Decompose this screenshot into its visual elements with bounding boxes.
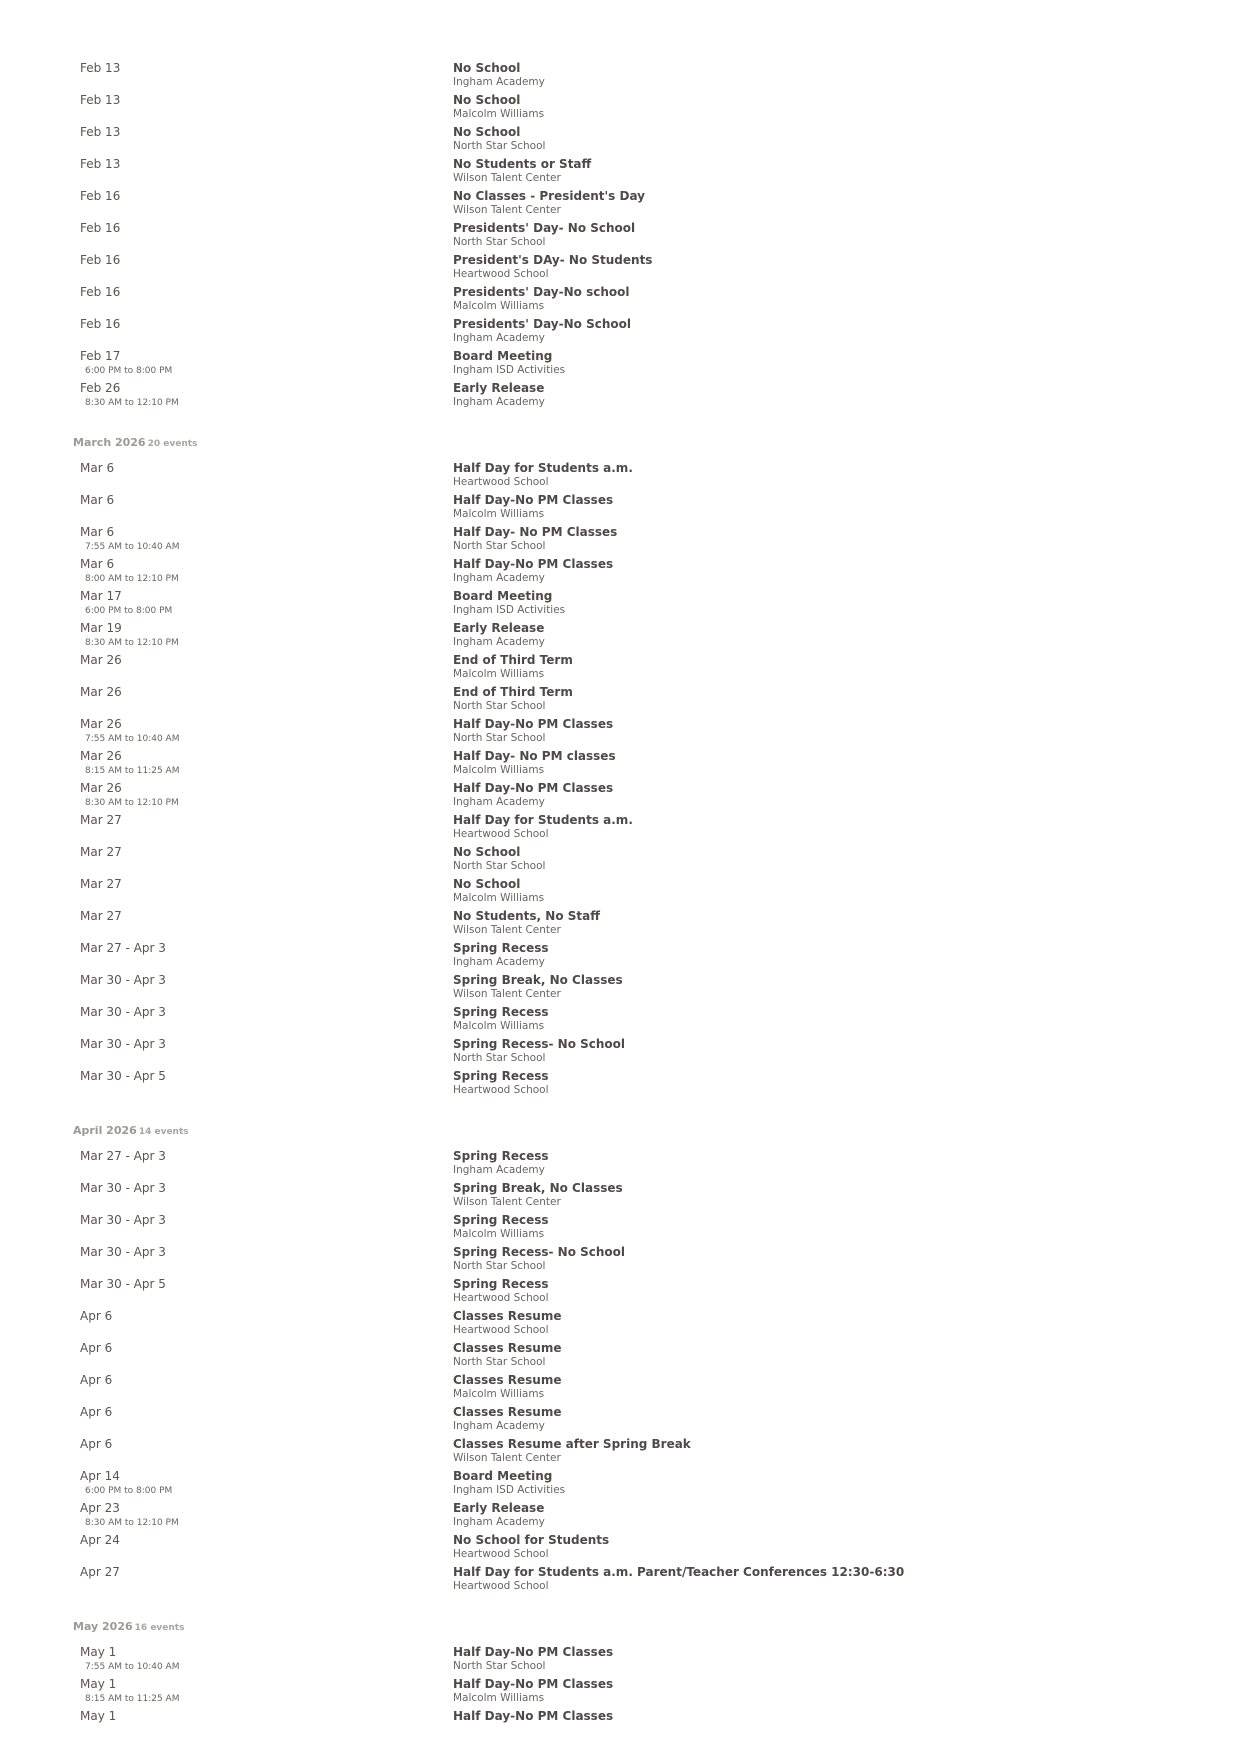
event-title[interactable]: Presidents' Day- No School (453, 221, 636, 235)
event-row[interactable] (73, 780, 1193, 812)
event-date: May 1 (80, 1677, 117, 1691)
event-date: Apr 6 (80, 1373, 113, 1387)
event-location: North Star School (453, 1052, 546, 1064)
month-header (73, 1122, 1193, 1148)
month-header (73, 1618, 1193, 1644)
event-title[interactable]: Half Day-No PM Classes (453, 1709, 614, 1723)
event-row[interactable] (73, 492, 1193, 524)
event-title[interactable]: No School for Students (453, 1533, 610, 1547)
event-row[interactable] (73, 812, 1193, 844)
event-date: Apr 6 (80, 1309, 113, 1323)
event-location: Ingham Academy (453, 1164, 545, 1176)
event-time: 6:00 PM to 8:00 PM (85, 366, 173, 376)
event-location: North Star School (453, 140, 546, 152)
event-date: Apr 6 (80, 1405, 113, 1419)
event-location: Ingham ISD Activities (453, 364, 566, 376)
event-row[interactable] (73, 588, 1193, 620)
month-title: April 2026 (73, 1124, 137, 1137)
event-location: Heartwood School (453, 1580, 549, 1592)
event-time: 7:55 AM to 10:40 AM (85, 1662, 180, 1672)
event-list (73, 60, 1193, 1740)
event-location: Heartwood School (453, 828, 549, 840)
event-title[interactable]: Presidents' Day-No school (453, 285, 630, 299)
event-title[interactable]: Presidents' Day-No School (453, 317, 631, 331)
event-location: Wilson Talent Center (453, 1196, 561, 1208)
event-location: North Star School (453, 860, 546, 872)
event-title[interactable]: No Students, No Staff (453, 909, 600, 923)
event-row[interactable] (73, 1244, 1193, 1276)
event-location: Ingham Academy (453, 572, 545, 584)
event-title[interactable]: Half Day-No PM Classes (453, 1645, 614, 1659)
event-date: Mar 27 (80, 813, 122, 827)
event-row[interactable] (73, 1436, 1193, 1468)
event-time: 8:30 AM to 12:10 PM (85, 798, 179, 808)
event-row[interactable] (73, 716, 1193, 748)
event-title[interactable]: Early Release (453, 1501, 545, 1515)
event-row[interactable] (73, 524, 1193, 556)
event-location: Ingham Academy (453, 396, 545, 408)
event-title[interactable]: Early Release (453, 381, 545, 395)
event-title[interactable]: No School (453, 61, 521, 75)
event-title[interactable]: Classes Resume (453, 1309, 562, 1323)
event-location: Malcolm Williams (453, 1020, 545, 1032)
event-row[interactable] (73, 156, 1193, 188)
event-location: Ingham ISD Activities (453, 1484, 566, 1496)
event-row[interactable] (73, 124, 1193, 156)
event-title[interactable]: No School (453, 877, 521, 891)
event-location: Ingham Academy (453, 956, 545, 968)
event-row[interactable] (73, 1180, 1193, 1212)
event-title[interactable]: Spring Recess (453, 1005, 549, 1019)
event-date: Mar 6 (80, 525, 115, 539)
event-date: Feb 17 (80, 349, 121, 363)
event-title[interactable]: Half Day- No PM Classes (453, 525, 618, 539)
event-date: Mar 19 (80, 621, 122, 635)
event-location: Malcolm Williams (453, 1388, 545, 1400)
event-row[interactable] (73, 1036, 1193, 1068)
event-title[interactable]: Spring Break, No Classes (453, 1181, 623, 1195)
event-date: Feb 16 (80, 317, 121, 331)
event-location: Malcolm Williams (453, 508, 545, 520)
event-location: North Star School (453, 1660, 546, 1672)
event-row[interactable] (73, 252, 1193, 284)
event-date: Mar 30 - Apr 5 (80, 1277, 166, 1291)
event-location: North Star School (453, 700, 546, 712)
event-row[interactable] (73, 284, 1193, 316)
event-row[interactable] (73, 876, 1193, 908)
event-row[interactable] (73, 620, 1193, 652)
event-date: Mar 30 - Apr 3 (80, 1213, 166, 1227)
event-time: 8:30 AM to 12:10 PM (85, 638, 179, 648)
event-title[interactable]: Classes Resume after Spring Break (453, 1437, 691, 1451)
event-location: North Star School (453, 732, 546, 744)
event-row[interactable] (73, 188, 1193, 220)
event-date: Feb 16 (80, 221, 121, 235)
event-location: Wilson Talent Center (453, 988, 561, 1000)
event-row[interactable] (73, 684, 1193, 716)
event-date: Mar 17 (80, 589, 122, 603)
event-time: 7:55 AM to 10:40 AM (85, 734, 180, 744)
event-title[interactable]: Early Release (453, 621, 545, 635)
event-title[interactable]: Classes Resume (453, 1341, 562, 1355)
event-title[interactable]: Spring Break, No Classes (453, 973, 623, 987)
event-title[interactable]: President's DAy- No Students (453, 253, 653, 267)
event-time: 8:30 AM to 12:10 PM (85, 398, 179, 408)
event-row[interactable] (73, 1644, 1193, 1676)
event-time: 8:30 AM to 12:10 PM (85, 1518, 179, 1528)
event-location: Malcolm Williams (453, 892, 545, 904)
event-location: Heartwood School (453, 1084, 549, 1096)
event-title[interactable]: Half Day for Students a.m. (453, 813, 633, 827)
event-title[interactable]: Half Day-No PM Classes (453, 781, 614, 795)
event-title[interactable]: Half Day-No PM Classes (453, 557, 614, 571)
event-title[interactable]: Half Day for Students a.m. Parent/Teacher Conferences 12:30-6:30 (453, 1565, 905, 1579)
event-location: North Star School (453, 236, 546, 248)
event-location: Ingham Academy (453, 1420, 545, 1432)
event-location: Wilson Talent Center (453, 172, 561, 184)
event-date: Feb 26 (80, 381, 121, 395)
event-row[interactable] (73, 908, 1193, 940)
event-date: Mar 30 - Apr 3 (80, 1005, 166, 1019)
event-location: Ingham Academy (453, 636, 545, 648)
month-title: March 2026 (73, 436, 146, 449)
event-row[interactable] (73, 220, 1193, 252)
event-date: Mar 30 - Apr 3 (80, 1181, 166, 1195)
event-row[interactable] (73, 1212, 1193, 1244)
event-title[interactable]: Half Day-No PM Classes (453, 717, 614, 731)
event-date: Mar 30 - Apr 5 (80, 1069, 166, 1083)
event-location: North Star School (453, 1260, 546, 1272)
event-row[interactable] (73, 460, 1193, 492)
event-date: Mar 6 (80, 461, 115, 475)
event-title[interactable]: End of Third Term (453, 653, 573, 667)
event-title[interactable]: Spring Recess (453, 1069, 549, 1083)
event-title[interactable]: End of Third Term (453, 685, 573, 699)
event-title[interactable]: Spring Recess (453, 1277, 549, 1291)
event-date: Mar 6 (80, 557, 115, 571)
event-location: Ingham ISD Activities (453, 604, 566, 616)
event-row[interactable] (73, 1148, 1193, 1180)
event-title[interactable]: Half Day for Students a.m. (453, 461, 633, 475)
event-location: Heartwood School (453, 1292, 549, 1304)
event-date: Mar 6 (80, 493, 115, 507)
event-time: 6:00 PM to 8:00 PM (85, 1486, 173, 1496)
event-title[interactable]: Spring Recess (453, 941, 549, 955)
event-location: Heartwood School (453, 476, 549, 488)
event-title[interactable]: Spring Recess (453, 1149, 549, 1163)
event-row[interactable] (73, 348, 1193, 380)
event-date: May 1 (80, 1645, 117, 1659)
event-title[interactable]: No School (453, 125, 521, 139)
event-title[interactable]: Board Meeting (453, 349, 553, 363)
event-date: Mar 27 - Apr 3 (80, 1149, 166, 1163)
event-count: 20 events (147, 439, 198, 449)
event-date: Mar 27 (80, 877, 122, 891)
event-title[interactable]: Half Day- No PM classes (453, 749, 616, 763)
event-title[interactable]: No Students or Staff (453, 157, 592, 171)
event-row[interactable] (73, 940, 1193, 972)
event-title[interactable]: Spring Recess- No School (453, 1245, 626, 1259)
event-location: Malcolm Williams (453, 764, 545, 776)
event-row[interactable] (73, 1308, 1193, 1340)
event-row[interactable] (73, 1340, 1193, 1372)
event-location: Wilson Talent Center (453, 1452, 561, 1464)
event-title[interactable]: No Classes - President's Day (453, 189, 646, 203)
event-title[interactable]: Half Day-No PM Classes (453, 493, 614, 507)
event-location: Ingham Academy (453, 332, 545, 344)
event-row[interactable] (73, 60, 1193, 92)
event-row[interactable] (73, 652, 1193, 684)
event-location: Ingham Academy (453, 796, 545, 808)
event-row[interactable] (73, 1372, 1193, 1404)
event-location: Malcolm Williams (453, 668, 545, 680)
event-row[interactable] (73, 1004, 1193, 1036)
event-time: 8:15 AM to 11:25 AM (85, 1694, 180, 1704)
event-title[interactable]: Spring Recess- No School (453, 1037, 626, 1051)
event-date: Apr 14 (80, 1469, 120, 1483)
event-date: Apr 6 (80, 1437, 113, 1451)
event-date: Feb 16 (80, 253, 121, 267)
event-date: Feb 16 (80, 285, 121, 299)
event-date: Mar 27 (80, 845, 122, 859)
event-location: North Star School (453, 1356, 546, 1368)
event-date: Feb 13 (80, 61, 121, 75)
event-date: Mar 26 (80, 781, 122, 795)
event-title[interactable]: Classes Resume (453, 1373, 562, 1387)
event-title[interactable]: No School (453, 845, 521, 859)
event-date: Feb 13 (80, 157, 121, 171)
event-title[interactable]: Half Day-No PM Classes (453, 1677, 614, 1691)
event-location: Malcolm Williams (453, 300, 545, 312)
event-location: North Star School (453, 540, 546, 552)
event-row[interactable] (73, 1708, 1193, 1740)
event-date: Mar 30 - Apr 3 (80, 973, 166, 987)
event-date: Mar 27 (80, 909, 122, 923)
event-time: 8:15 AM to 11:25 AM (85, 766, 180, 776)
event-row[interactable] (73, 1468, 1193, 1500)
event-date: Feb 13 (80, 125, 121, 139)
event-row[interactable] (73, 556, 1193, 588)
event-date: Mar 27 - Apr 3 (80, 941, 166, 955)
event-row[interactable] (73, 1404, 1193, 1436)
event-row[interactable] (73, 1532, 1193, 1564)
event-row[interactable] (73, 380, 1193, 412)
month-header (73, 434, 1193, 460)
event-date: Apr 23 (80, 1501, 120, 1515)
event-date: Apr 27 (80, 1565, 120, 1579)
event-title[interactable]: Board Meeting (453, 1469, 553, 1483)
event-date: Mar 26 (80, 685, 122, 699)
event-location: Ingham Academy (453, 76, 545, 88)
event-location: Wilson Talent Center (453, 204, 561, 216)
event-row[interactable] (73, 1068, 1193, 1100)
event-location: Heartwood School (453, 268, 549, 280)
event-time: 8:00 AM to 12:10 PM (85, 574, 179, 584)
event-count: 16 events (134, 1623, 185, 1633)
event-row[interactable] (73, 1676, 1193, 1708)
event-time: 6:00 PM to 8:00 PM (85, 606, 173, 616)
event-row[interactable] (73, 92, 1193, 124)
event-time: 7:55 AM to 10:40 AM (85, 542, 180, 552)
event-row[interactable] (73, 748, 1193, 780)
event-location: Ingham Academy (453, 1516, 545, 1528)
event-location: Malcolm Williams (453, 1692, 545, 1704)
month-title: May 2026 (73, 1620, 133, 1633)
event-date: Feb 16 (80, 189, 121, 203)
event-date: May 1 (80, 1709, 117, 1723)
event-row[interactable] (73, 972, 1193, 1004)
event-row[interactable] (73, 1564, 1193, 1596)
event-location: Malcolm Williams (453, 1228, 545, 1240)
event-row[interactable] (73, 844, 1193, 876)
event-title[interactable]: Spring Recess (453, 1213, 549, 1227)
event-row[interactable] (73, 1500, 1193, 1532)
event-title[interactable]: Classes Resume (453, 1405, 562, 1419)
event-row[interactable] (73, 316, 1193, 348)
event-date: Feb 13 (80, 93, 121, 107)
event-title[interactable]: No School (453, 93, 521, 107)
event-date: Mar 26 (80, 717, 122, 731)
event-location: Heartwood School (453, 1324, 549, 1336)
event-date: Mar 30 - Apr 3 (80, 1245, 166, 1259)
event-date: Apr 6 (80, 1341, 113, 1355)
event-date: Mar 30 - Apr 3 (80, 1037, 166, 1051)
event-date: Apr 24 (80, 1533, 120, 1547)
event-location: Heartwood School (453, 1548, 549, 1560)
event-title[interactable]: Board Meeting (453, 589, 553, 603)
event-count: 14 events (138, 1127, 189, 1137)
event-location: Malcolm Williams (453, 108, 545, 120)
event-date: Mar 26 (80, 653, 122, 667)
event-location: Wilson Talent Center (453, 924, 561, 936)
event-row[interactable] (73, 1276, 1193, 1308)
event-date: Mar 26 (80, 749, 122, 763)
